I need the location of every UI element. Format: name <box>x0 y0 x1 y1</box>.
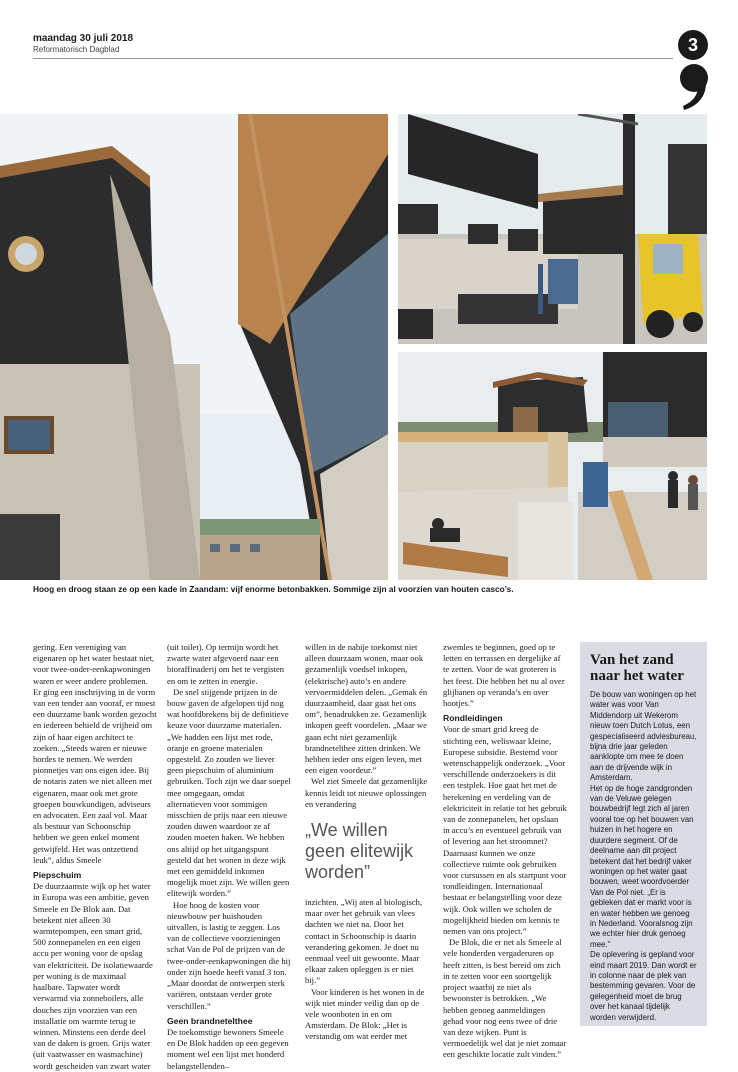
subheading-piepschuim: Piepschuim <box>33 870 82 881</box>
pull-quote: „We willen geen elitewijk worden” <box>305 820 414 883</box>
paragraph: Hoe hoog de kosten voor nieuwbouw per huishouden uitvallen, is lastig te zeggen. Los van de collectieve voorzieningen schat Van de Pol de prijzen van de twee-onder-eenkapwoningen die hij onder zijn hoede heeft vanaf 3 ton. „Maar doordat de ontwerpen sterk variëren, ontstaan verder grote verschillen.” <box>167 899 291 1011</box>
photo-caption: Hoog en droog staan ze op een kade in Zaandam: vijf enorme betonbakken. Sommige zijn al voorzien van houten casco’s. <box>33 584 514 594</box>
issue-date: maandag 30 juli 2018 <box>33 33 134 44</box>
sidebar-paragraph: De oplevering is gepland voor eind maart 2019. Dan wordt er in colonne naar de plek van bestemming gevaren. Voor de gelegenheid moet de brug over het kanaal tijdelijk worden verwijderd. <box>590 950 697 1022</box>
article-column-3 <box>305 642 429 1043</box>
sidebar-paragraph: Het op de hoge zandgronden van de Veluwe gelegen bouwbedrijf legt zich al jaren vooral toe op het bouwen van huizen in het hogere en duurdere segment. Of de deelname aan dit project betekent dat het bedrijf vaker woningen op het water gaat bouwen, weet woordvoerder Van de Pol niet. „Er is gebleken dat er markt voor is en water hebben we genoeg in Nederland. Vooralsnog zijn we echter hier druk genoeg mee.” <box>590 783 694 949</box>
paragraph: willen in de nabije toekomst niet alleen duurzaam wonen, maar ook gezamenlijk voedsel inkopen, (elektrische) auto’s en andere vervoermiddelen delen. „Gemak én duurzaamheid, daar gaat het ons om”, benadrukken ze. Gezamenlijk inkopen geeft voordelen. „Maar we gaan echt niet gezamenlijk brandnetelthee zitten drinken. We hebben ieder ons eigen leven, met een eigen voordeur.” <box>305 642 428 776</box>
paragraph: Voor kinderen is het wonen in de wijk niet minder veilig dan op de vele woonboten in en om Amsterdam. De Blok: „Het is verstandig om wat eerder met <box>305 986 425 1042</box>
header-rule <box>33 58 673 59</box>
paragraph: (uit toilet). Op termijn wordt het zwarte water afgevoerd naar een bioraffinaderij om het te vergisten en om te zetten in energie. <box>167 642 285 686</box>
photo-workers-concrete-base <box>398 352 707 580</box>
comma-logo-icon <box>676 62 712 112</box>
subheading-rondleidingen: Rondleidingen <box>443 713 503 724</box>
sidebar-title: Van het zand naar het water <box>590 652 684 684</box>
paragraph: De duurzaamste wijk op het water in Europa was een ambitie, geven Smeele en De Blok aan. Dat betekent niet alleen 30 warmtepompen, een smart grid, 500 zonnepanelen en een eigen accu per woning voor de opslag van elektriciteit. De isolatiewaarde per woning is de maximaal haalbare. Tapwater wordt verwarmd via zonneboilers, alle douches zijn voorzien van een installatie om warmte terug te winnen. Minstens een derde deel van de daken is groen. Grijs water (uit vaatwasser en wasmachine) wordt gescheiden van zwart water <box>33 881 153 1071</box>
article-column-1 <box>33 642 157 1072</box>
photo-floating-homes-closeup <box>0 114 388 580</box>
page-number-badge: 3 <box>678 30 708 60</box>
article-column-4 <box>443 642 567 1061</box>
paragraph: Wel ziet Smeele dat gezamenlijke kennis leidt tot nieuwe oplossingen en verandering <box>305 776 428 809</box>
paragraph: inzichten. „Wij aten al biologisch, maar over het gebruik van vlees dachten we niet na. Door het contact in Schoonschip is daarin verandering gekomen. Je doet nu eenmaal veel uit gewoonte. Maar elkaar zaken opleggen is er niet bij.” <box>305 897 423 986</box>
sidebar-paragraph: De bouw van woningen op het water was voor Van Middendorp uit Wekerom nieuw toen Dutch Lotus, een gespecialiseerd adviesbureau, bijna drie jaar geleden aanklopte om mee te doen aan de drijvende wijk in Amsterdam. <box>590 690 697 783</box>
paragraph: De Blok, die er net als Smeele al vele honderden vergaderuren op heeft zitten, is best bereid om zich in te zetten voor een soortgelijk project waarbij ze niet als bewoonster is betrokken. „We hebben genoeg aanmeldingen gehad voor nog eens twee of drie van deze wijken. Punt is vermoedelijk wel dat je niet zomaar een geschikte locatie zult vinden.” <box>443 937 567 1060</box>
sidebar-box <box>580 642 707 1026</box>
paragraph: zwemles te beginnen, goed op te letten en terrassen en dergelijke af te zetten. Voor de wat groteren is het feest. Die hebben het nu al over glijbanen op veranda’s en over hootjes.” <box>443 642 565 709</box>
paragraph: De toekomstige bewoners Smeele en De Blok hadden op een gegeven moment wel een lijst met honderd belangstellenden– <box>167 1026 289 1071</box>
paragraph: De snel stijgende prijzen in de bouw gaven de afgelopen tijd nog wat hoofdbrekens bij de definitieve keuze voor duurzame materialen. „We hadden een lijst met rode, oranje en groene materialen opgesteld. Zo zouden we liever geen piepschuim of aluminium gebruiken. Toch zijn we daar soepel mee omgegaan, omdat alternatieven voor sommigen misschien de prijs naar een nieuwe zouden duwen waardoor ze af zouden moeten haken. We hebben ons altijd op het uitgangspunt gesteld dat het wonen in deze wijk met een gemiddeld inkomen mogelijk moet zijn. We willen geen elitewijk worden.” <box>167 686 291 899</box>
paragraph: Voor de smart grid kreeg de stichting een, weliswaar kleine, Europese subsidie. Bestemd voor wetenschappelijk onderzoek. „Voor verschillende onderzoekers is dit een testplek. Hoe gaat het met de berekening en verdeling van de elektriciteit in relatie tot het gebruik van de zonnepanelen, het opslaan in accu’s en eventueel gebruik van of levering aan het stroomnet? Daarnaast kunnen we onze collectieve ruimte ook gebruiken voor cursussen en als startpunt voor rondleidingen. Internationaal bestaat er belangstelling voor deze wijk. Ook willen we scholen de mogelijkheid bieden om kennis te nemen van ons project.” <box>443 724 567 937</box>
newspaper-name: Reformatorisch Dagblad <box>33 45 120 54</box>
paragraph: gering. Een vereniging van eigenaren op het water bestaat niet, voor twee-onder-eenkapwoningen waren er weer andere problemen. Er ging een inschrijving in de vorm van een tender aan vooraf, er moest een duurzame bank worden gezocht en iedereen behield de vrijheid om zijn of haar eigen architect te zoeken. „Steeds waren er nieuwe hordes te nemen. We werden pionnetjes van ons eigen idee. Bij de notaris zaten we niet alleen met eigenaren, maar ook met grote groepen bouwkundigen, adviseurs en advocaten. Een zaal vol. Maar als bestuur van Schoonschip hebben we geen enkel moment getwijfeld. Het was ontzettend leuk”, aldus Smeele <box>33 642 157 865</box>
subheading-geen-brandnetelthee: Geen brandnetelthee <box>167 1015 253 1026</box>
article-column-2 <box>167 642 291 1072</box>
photo-crane-lifting-module <box>398 114 707 344</box>
